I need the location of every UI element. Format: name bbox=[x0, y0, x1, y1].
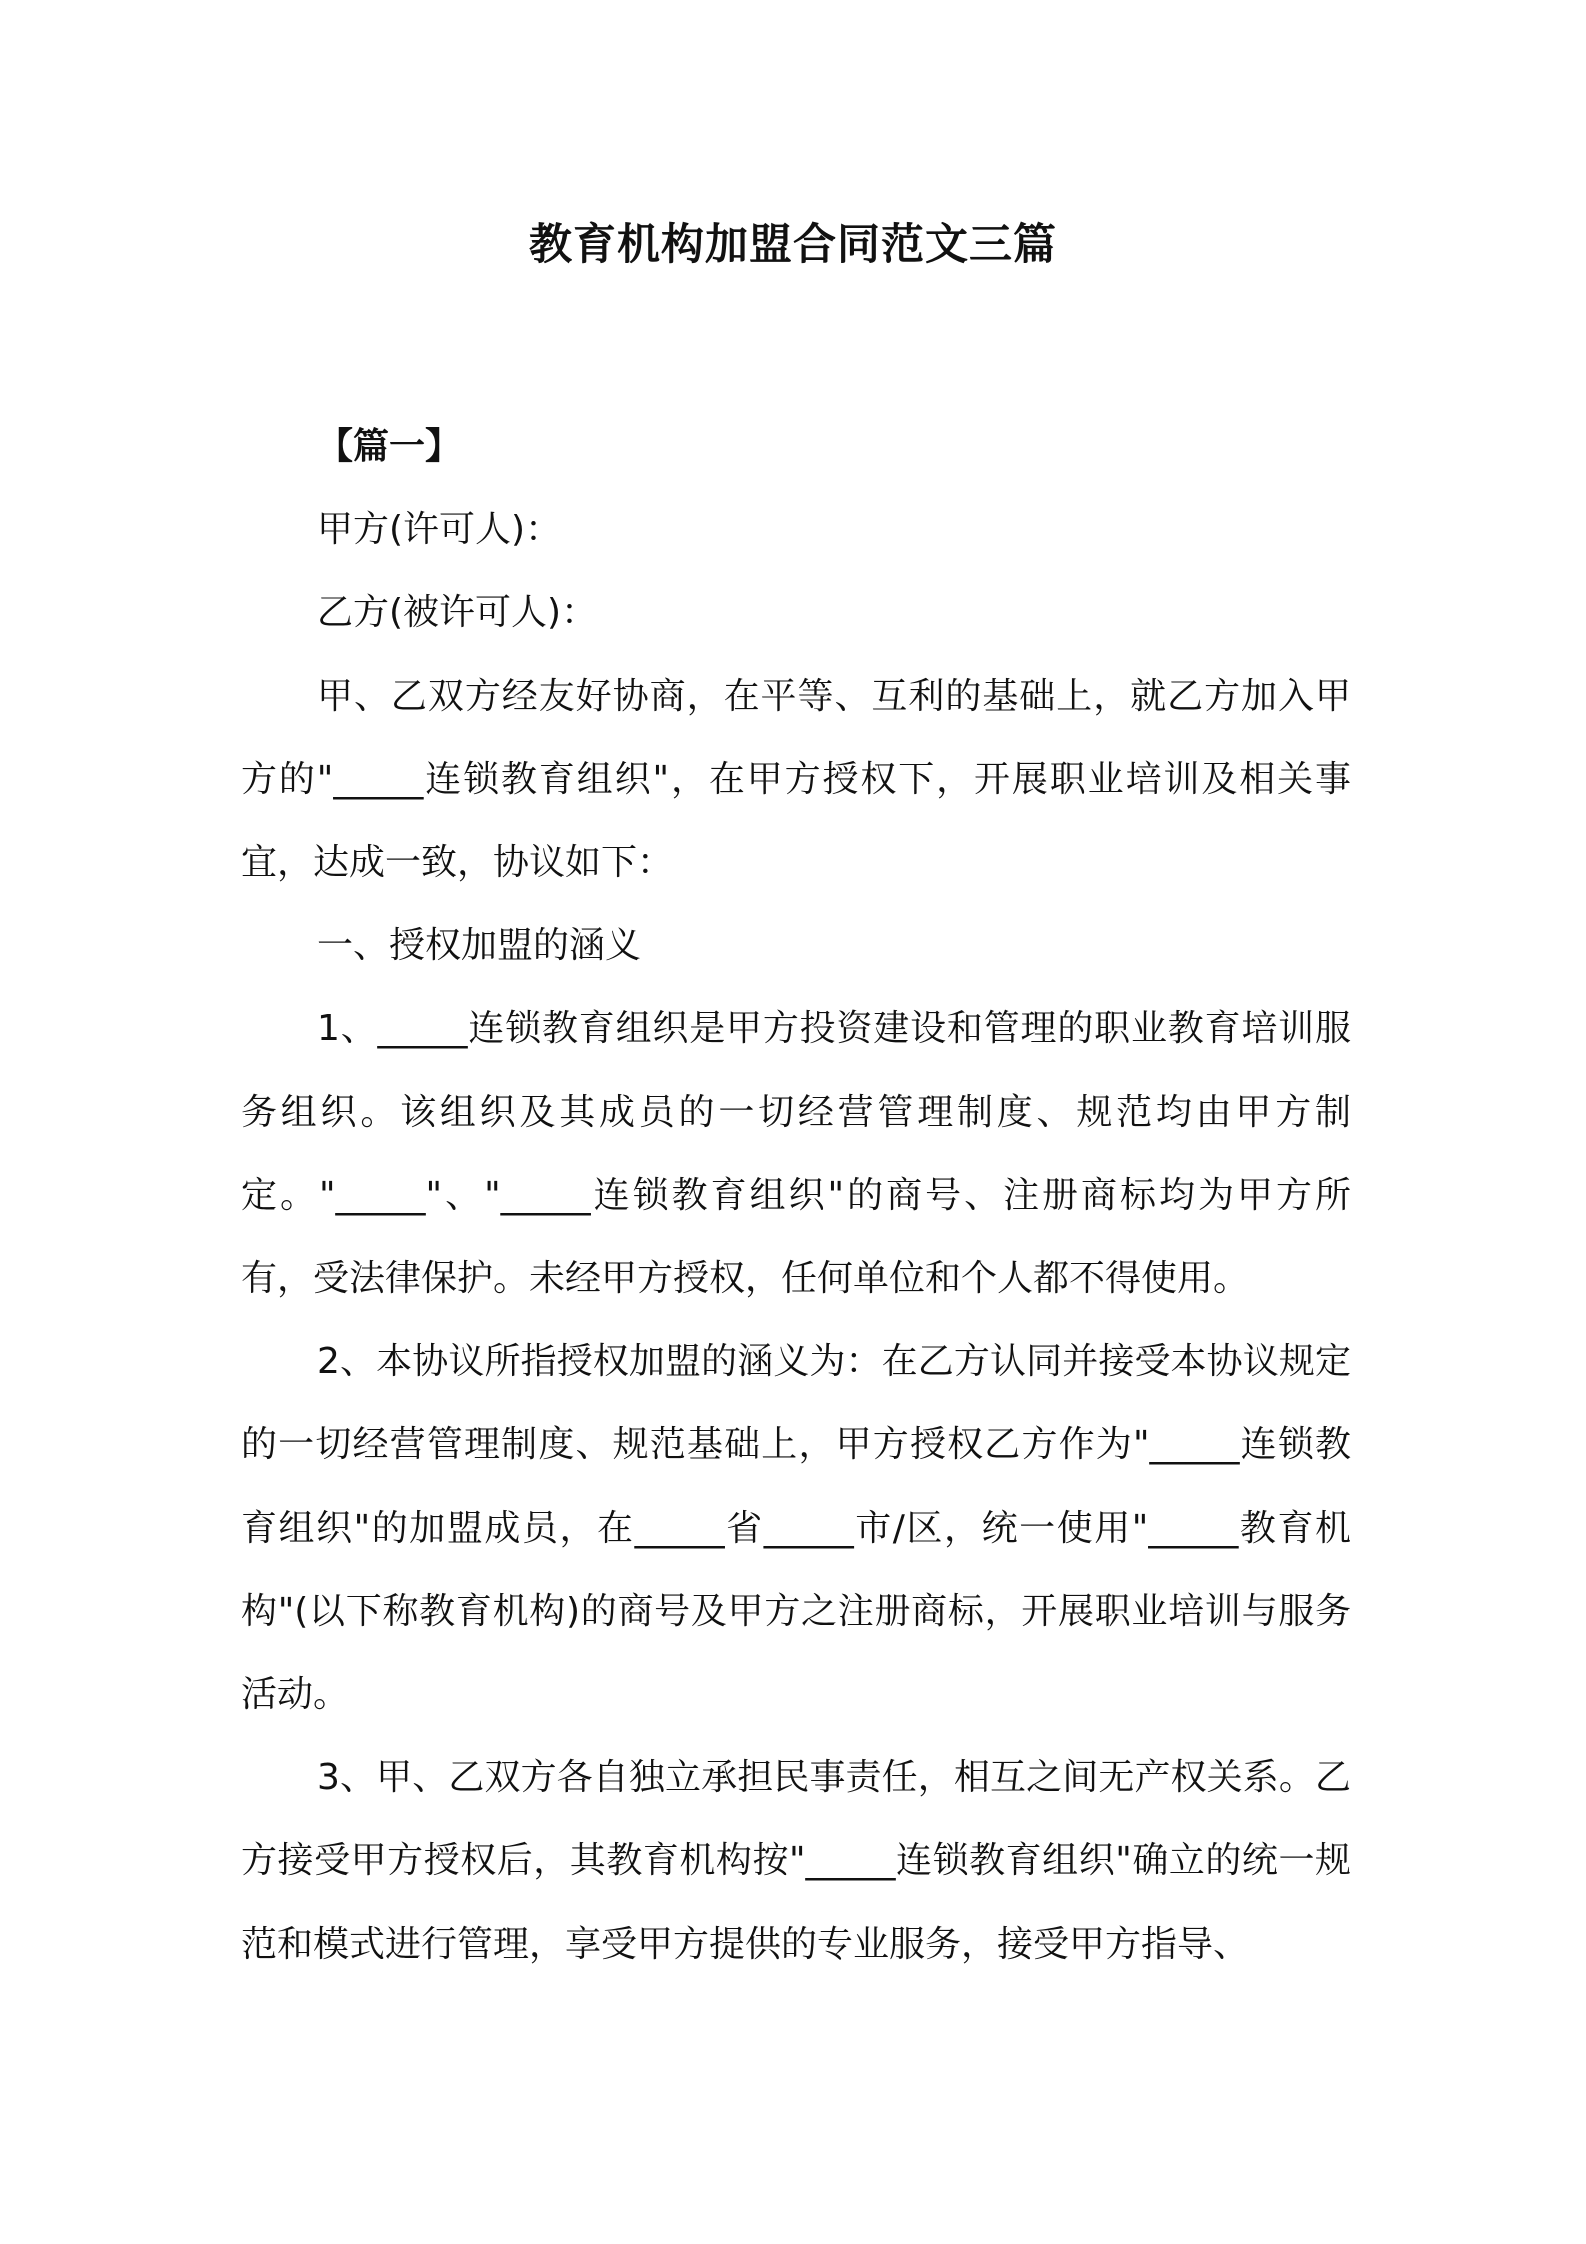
paragraph-clause-1: 1、_____连锁教育组织是甲方投资建设和管理的职业教育培训服务组织。该组织及其成员的一切经营管理制度、规范均由甲方制定。"_____"、"_____连锁教育组织"的商号、注册商标均为甲方所有，受法律保护。未经甲方授权，任何单位和个人都不得使用。 bbox=[241, 1008, 1351, 1300]
paragraph-clause-2: 2、本协议所指授权加盟的涵义为：在乙方认同并接受本协议规定的一切经营管理制度、规范基础上，甲方授权乙方作为"_____连锁教育组织"的加盟成员，在_____省_____市/区，统一使用"_____教育机构"(以下称教育机构)的商号及甲方之注册商标，开展职业培训与服务活动。 bbox=[241, 1341, 1351, 1716]
paragraph-heading-1: 一、授权加盟的涵义 bbox=[317, 925, 642, 967]
section-label: 【篇一】 bbox=[317, 426, 462, 467]
party-a-line: 甲方(许可人)： bbox=[317, 509, 562, 551]
document-body bbox=[241, 405, 1351, 1986]
document-title: 教育机构加盟合同范文三篇 bbox=[529, 220, 1057, 270]
paragraph-intro: 甲、乙双方经友好协商，在平等、互利的基础上，就乙方加入甲方的"_____连锁教育组织"，在甲方授权下，开展职业培训及相关事宜，达成一致，协议如下： bbox=[241, 675, 1351, 884]
party-b-line: 乙方(被许可人)： bbox=[317, 592, 598, 634]
paragraph-clause-3: 3、甲、乙双方各自独立承担民事责任，相互之间无产权关系。乙方接受甲方授权后，其教育机构按"_____连锁教育组织"确立的统一规范和模式进行管理，享受甲方提供的专业服务，接受甲方指导、 bbox=[241, 1757, 1351, 1965]
